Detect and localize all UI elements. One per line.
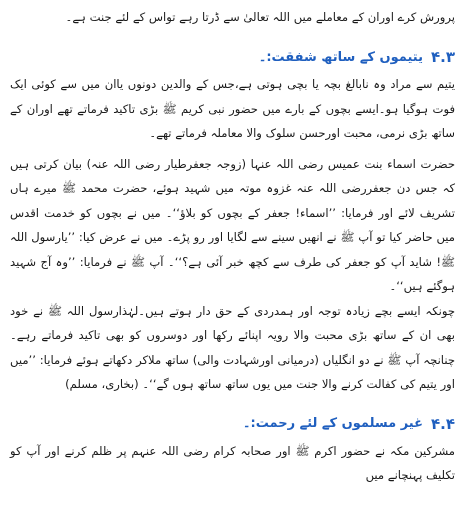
section-number: ۴.۳	[430, 48, 455, 66]
hadith-asma-paragraph: حضرت اسماء بنت عمیس رضی اللہ عنہا (زوجہ جعفرطیار رضی اللہ عنہ) بیان کرتی ہیں کہ جس دن جعفررضی اللہ عنہ غزوہ موتہ میں شہید ہوئے، حضرت محمد ﷺ میرے ہاں تشریف لائے اور فرمایا: ’’اسماء! جعفر کے بچوں کو بلاؤ‘‘۔ میں نے بچوں کو خدمت اقدس میں حاضر کیا تو آپ ﷺ نے انھیں سینے سے لگایا اور رو پڑے۔ میں نے عرض کیا: ’’یارسول اللہ ﷺ! شاید آپ کو جعفر کی طرف سے کچھ خبر آئی ہے؟‘‘۔ آپ ﷺ نے فرمایا: ’’وہ آج شہید ہوگئے ہیں‘‘۔	[10, 156, 455, 293]
intro-paragraph: پرورش کرے اوران کے معاملے میں اللہ تعالیٰ سے ڈرتا رہے تواس کے لئے جنت ہے۔	[65, 10, 455, 24]
non-muslims-paragraph: مشرکین مکہ نے حضور اکرم ﷺ اور صحابہ کرام رضی اللہ عنہم پر ظلم کرنے اور آپ کو تکلیف پہنچانے میں	[10, 443, 455, 482]
section-number: ۴.۴	[430, 414, 455, 433]
section-title: غیر مسلموں کے لئے رحمت:۔	[242, 416, 423, 431]
section-title: یتیموں کے ساتھ شفقت:۔	[258, 49, 423, 65]
section-heading-orphans	[10, 42, 455, 72]
hadith-fingers-paragraph: چونکہ ایسے بچے زیادہ توجہ اور ہمدردی کے حق دار ہوتے ہیں۔لہٰذارسول اللہ ﷺ نے خود بھی ان کے ساتھ بڑی محبت والا رویہ اپنائے رکھا اور دوسروں کو بھی تاکید فرماتے رہے۔ چنانچہ آپ ﷺ نے دو انگلیاں (درمیانی اورشہادت والی) ساتھ ملاکر دکھاتے ہوئے فرمایا: ’’میں اور یتیم کی کفالت کرنے والا جنت میں یوں ساتھ ساتھ ہوں گے‘‘۔ (بخاری، مسلم)	[10, 303, 455, 391]
orphans-definition-paragraph: یتیم سے مراد وہ نابالغ بچہ یا بچی ہوتی ہے،جس کے والدین دونوں یاان میں سے کوئی ایک فوت ہوگیا ہو۔ایسے بچوں کے بارے میں حضور نبی کریم ﷺ بڑی تاکید فرماتے تھے اوران کے ساتھ بڑی نرمی، محبت اورحسن سلوک والا معاملہ فرماتے تھے۔	[10, 77, 455, 140]
section-heading-non-muslims	[10, 409, 455, 439]
